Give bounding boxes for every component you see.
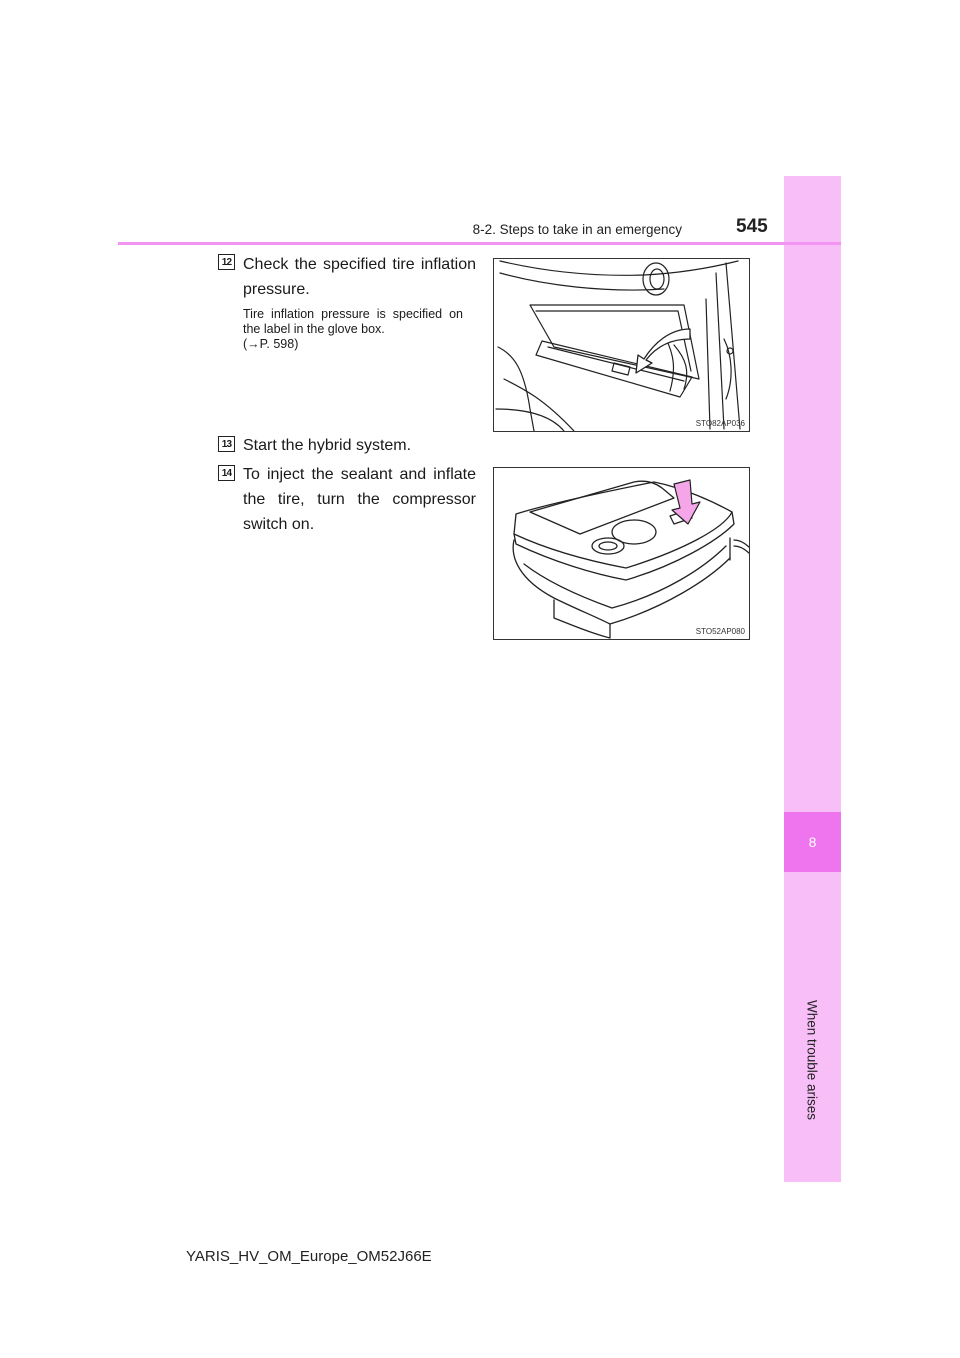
document-code: YARIS_HV_OM_Europe_OM52J66E	[186, 1248, 432, 1265]
step-note	[243, 307, 463, 352]
page-number: 545	[736, 216, 768, 237]
step-text: Check the specified tire inflation pressure.	[243, 256, 476, 298]
header-rule	[118, 242, 841, 245]
compressor-illustration	[493, 467, 750, 640]
section-title: 8-2. Steps to take in an emergency	[472, 222, 682, 237]
page-reference: (→P. 598)	[243, 337, 299, 351]
figure-code: STO82AP036	[695, 419, 745, 428]
glove-box-illustration	[493, 258, 750, 432]
step-number-badge: 14	[218, 465, 235, 481]
glove-box-drawing	[494, 259, 750, 432]
chapter-number-tab: 8	[784, 812, 841, 872]
chapter-title: When trouble arises	[804, 999, 820, 1121]
step-text: Start the hybrid system.	[243, 437, 412, 454]
step-number-badge: 12	[218, 254, 235, 270]
step-text: To inject the sealant and inflate the tire, turn the compressor switch on.	[243, 466, 476, 533]
down-arrow-icon	[672, 480, 700, 524]
compressor-drawing	[494, 468, 750, 640]
step-note-text: Tire inflation pressure is specified on the label in the glove box.	[243, 307, 463, 336]
step-number-badge: 13	[218, 436, 235, 452]
curved-arrow-icon	[636, 329, 690, 373]
figure-code: STO52AP080	[695, 627, 745, 636]
